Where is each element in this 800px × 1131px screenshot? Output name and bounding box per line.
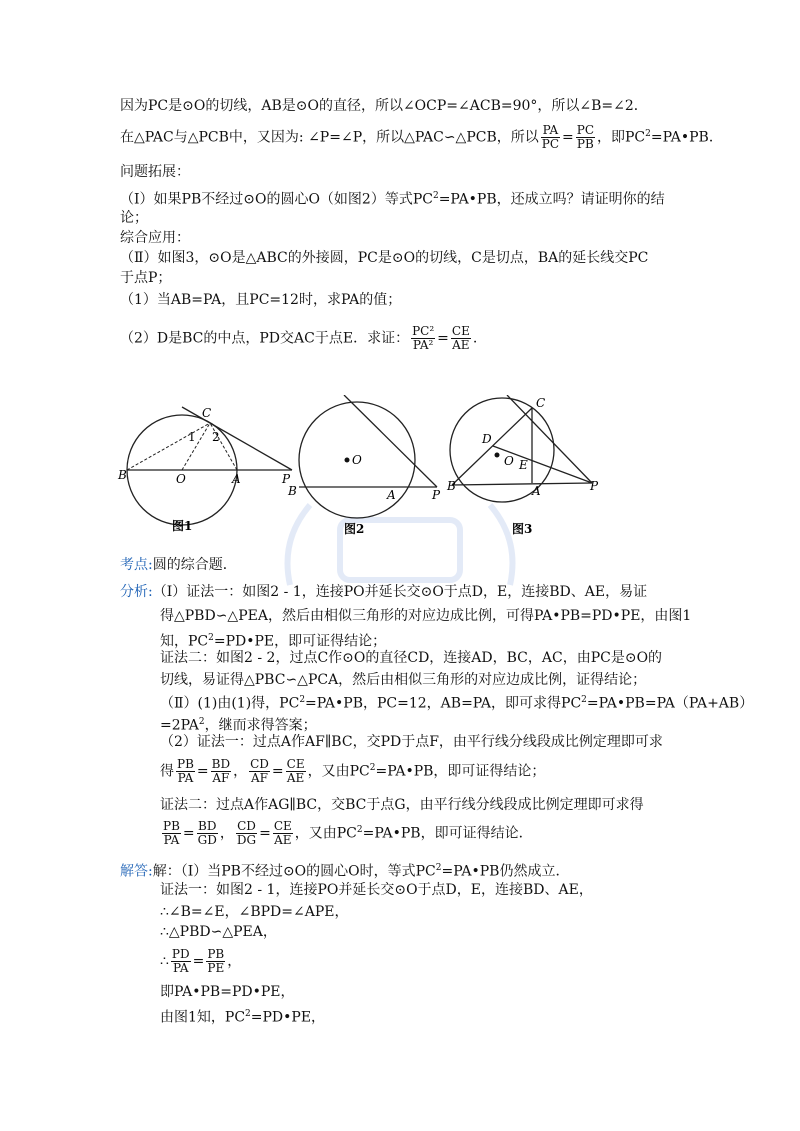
text-line-2: 在△PAC与△PCB中，又因为: ∠P=∠P，所以△PAC∽△PCB，所以 $\frac{PA}{PC}$ = $\frac{PC}{PB}$ ，即$PC^2=PA•PB$． [120,123,723,152]
fenxi-line-1: 分析:（Ⅰ）证法一：如图2 - 1，连接PO并延长交⊙O于点D，E，连接BD、AE，易证 [120,584,648,600]
fraction: $\frac{CD}{DG}$ [236,819,257,848]
fenxi-line-2: 得△PBD∽△PEA，然后由相似三角形的对应边成比例，可得PA•PB=PD•PE，由图1 [160,608,692,624]
jieda-line-4: ∴△PBD∽△PEA， [160,924,277,940]
fraction: $\frac{BD}{AF}$ [211,757,231,786]
text-line-1: 因为PC是⊙O的切线，AB是⊙O的直径，所以∠OCP=∠ACB=90°，所以∠B=∠2． [120,98,648,114]
fenxi-label: 分析: [120,584,153,600]
fenxi-line-11: $\frac{PB}{PA}$ = $\frac{BD}{GD}$ ， $\frac{CD}{DG}$ = $\frac{CE}{AE}$ ，又由$PC^2=PA•PB$，即可证得结论． [163,819,533,848]
fraction: $\frac{PB}{PA}$ [177,757,194,786]
fig2-label-o: O [352,453,362,467]
figure-3 [446,395,599,536]
fig3-label-d: D [482,432,492,446]
jieda-label: 解答: [120,863,153,880]
fenxi-line-3: 知，$PC^2=PD•PE$，即可证得结论； [160,633,387,650]
fenxi-line-5: 切线，易证得△PBC∽△PCA，然后由相似三角形的对应边成比例，证得结论； [160,672,647,688]
jieda-line-7: 由图1知，$PC^2=PD•PE$， [160,1009,326,1026]
fig3-label-e: E [519,458,528,472]
fraction: $\frac{PD}{PA}$ [171,947,190,975]
text-line-7: （Ⅱ）如图3，⊙O是△ABC的外接圆，PC是⊙O的切线，C是切点，BA的延长线交PC [120,250,649,266]
fenxi-line-10: 证法二：过点A作AG∥BC，交BC于点G，由平行线分线段成比例定理即可求得 [160,797,644,813]
jieda-line-2: 证法一：如图2 - 1，连接PO并延长交⊙O于点D，E，连接BD、AE， [160,882,593,898]
fenxi-line-8: （2）证法一：过点A作AF∥BC，交PD于点F，由平行线分线段成比例定理即可求 [160,734,663,750]
fig1-label-p: P [282,472,291,486]
fraction: $\frac{BD}{GD}$ [197,819,217,848]
fraction: $\frac{PB}{PA}$ [163,819,180,848]
text-line-9: （1）当AB=PA，且PC=12时，求PA的值； [120,292,402,308]
fig3-caption: 图3 [512,522,533,536]
fig2-label-a: A [387,488,396,502]
fig3-label-b: B [447,479,456,493]
fig1-label-2: 2 [212,430,220,444]
fenxi-line-9: 得 $\frac{PB}{PA}$ = $\frac{BD}{AF}$ ， $\frac{CD}{AF}$ = $\frac{CE}{AE}$ ，又由$PC^2=PA•PB$，即可证得结论； [160,757,546,786]
fig3-label-c: C [536,396,546,410]
fig2-label-b: B [288,484,297,498]
fenxi-line-4: 证法二：如图2 - 2，过点C作⊙O的直径CD，连接AD，BC，AC，由PC是⊙O的 [160,650,663,666]
jieda-line-3: ∴∠B=∠E，∠BPD=∠APE， [160,904,349,920]
fig2-label-p: P [432,488,441,502]
kaodian-line: 考点:圆的综合题． [120,557,237,573]
fig1-label-b: B [118,468,127,482]
figure-1 [117,406,292,533]
fraction: $\frac{PB}{PE}$ [207,947,225,975]
fenxi-line-7: $=2PA^2$，继而求得答案； [160,717,317,734]
text-line-3: 问题拓展： [120,164,190,180]
jieda-line-6: 即PA•PB=PD•PE， [160,984,295,1000]
jieda-line-5: ∴ $\frac{PD}{PA}$ = $\frac{PB}{PE}$ ， [160,947,242,975]
fig1-label-1: 1 [188,430,196,444]
fraction: $\frac{CE}{AE}$ [451,324,470,352]
fraction: $\frac{\text{PC²}}{\text{PA²}}$ [412,324,435,352]
text-line-10: （2）D是BC的中点，PD交AC于点E．求证： $\frac{\text{PC²}}{\text{PA²}}$ = $\frac{CE}{AE}$ . [120,324,478,352]
kaodian-label: 考点: [120,557,153,573]
fig1-label-o: O [176,472,186,486]
fig1-label-a: A [232,472,241,486]
geometry-figures [112,395,612,545]
text-line-8: 于点P； [120,270,172,286]
fig3-label-a: A [532,484,541,498]
text-line-5: 论； [120,210,148,226]
fraction: $\frac{CE}{AE}$ [273,819,292,848]
jieda-line-1: 解答:解：（Ⅰ）当PB不经过⊙O的圆心O时，等式$PC^2=PA•PB$仍然成立． [120,863,570,880]
fig3-label-p: P [590,479,599,493]
fig3-label-o: O [504,454,514,468]
fenxi-line-6: （Ⅱ）(1)由(1)得，$PC^2=PA•PB$，PC=12，AB=PA，即可求得$PC^2=PA•PB=PA(PA+AB)$ [160,695,754,712]
fraction: $\frac{CD}{AF}$ [250,757,269,786]
fraction: $\frac{CE}{AE}$ [286,757,305,786]
text-line-4: （Ⅰ）如果PB不经过⊙O的圆心O（如图2）等式$PC^2=PA•PB$，还成立吗？请证明你的结 [120,191,665,208]
fraction: $\frac{PC}{PB}$ [576,123,595,152]
fig2-caption: 图2 [344,522,365,536]
text-line-6: 综合应用： [120,230,190,246]
fig1-caption: 图1 [172,519,193,533]
figure-2 [287,395,441,536]
fig1-label-c: C [202,406,212,420]
fraction: $\frac{PA}{PC}$ [541,123,560,152]
